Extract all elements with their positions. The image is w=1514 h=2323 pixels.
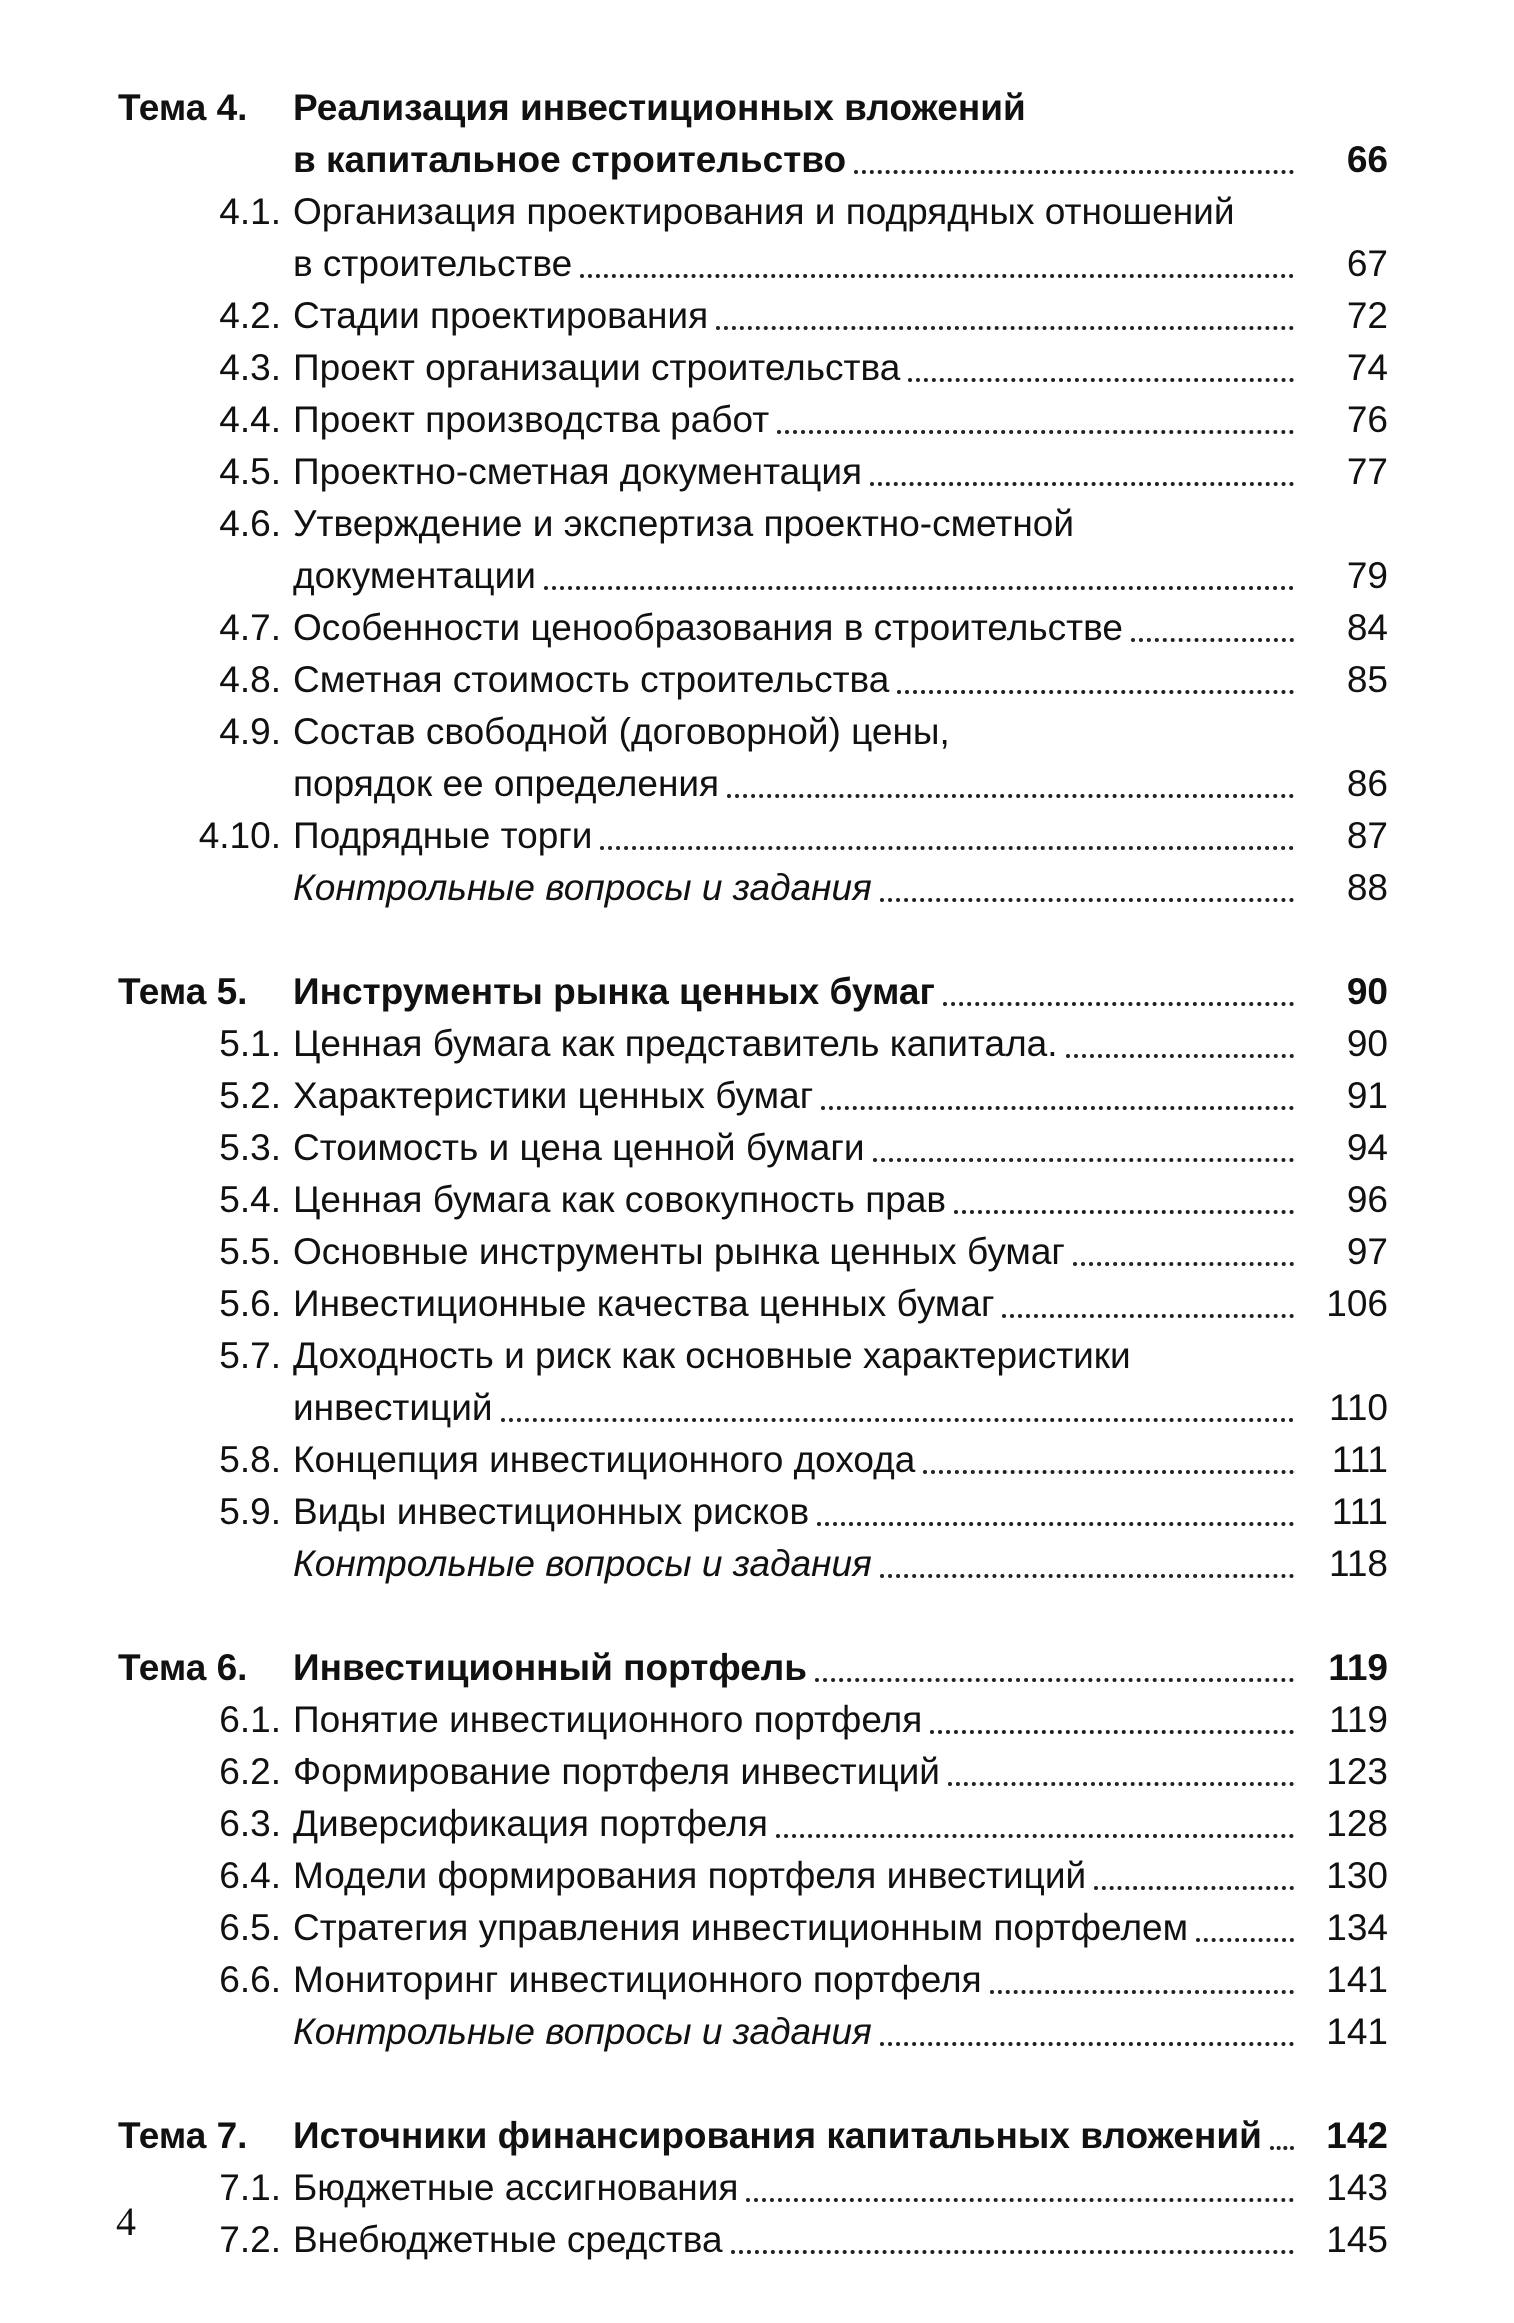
entry-number: 6.2. [219,1751,281,1792]
entry-line [293,706,1388,758]
page-ref: 141 [1326,1959,1388,2000]
page-ref: 111 [1331,1439,1388,1480]
page-ref: 128 [1326,1803,1388,1844]
dot-leader [990,1989,1294,1994]
dot-leader [1270,2145,1294,2150]
dot-leader [908,377,1294,382]
entry-number: 4.1. [219,191,281,232]
dot-leader [815,1677,1294,1682]
topic-heading [118,966,1388,1018]
entry-title [293,1538,1388,1590]
entry-text: Сметная стоимость строительства [293,659,890,700]
entry-title [293,1694,1388,1746]
entry-line [293,82,1388,134]
entry-line [293,2006,1388,2058]
entry-number: 5.5. [219,1231,281,1272]
entry-number: 4.9. [219,711,281,752]
toc-entry [118,1434,1388,1486]
entry-title [293,498,1388,602]
questions-entry [118,1538,1388,1590]
entry-text: порядок ее определения [293,763,720,804]
entry-text: в строительстве [293,243,573,284]
entry-text: Проект организации строительства [293,347,901,388]
toc-entry [118,2162,1388,2214]
page-ref: 79 [1346,555,1388,596]
entry-text: Основные инструменты рынка ценных бумаг [293,1231,1065,1272]
page-ref: 72 [1346,295,1388,336]
page-ref: 94 [1346,1127,1388,1168]
entry-text: Ценная бумага как представитель капитала. [293,1023,1058,1064]
page-ref: 134 [1326,1907,1388,1948]
entry-title [293,1226,1388,1278]
entry-line [293,1902,1388,1954]
entry-line [293,654,1388,706]
entry-line [293,1954,1388,2006]
dot-leader [948,1781,1294,1786]
toc-entry [118,1486,1388,1538]
entry-line [293,446,1388,498]
entry-number: 5.8. [219,1439,281,1480]
entry-text: Особенности ценообразования в строительстве [293,607,1123,648]
entry-title [293,1278,1388,1330]
toc-entry [118,810,1388,862]
page-ref: 76 [1346,399,1388,440]
toc-entry [118,342,1388,394]
entry-text: Понятие инвестиционного портфеля [293,1699,923,1740]
entry-line [293,498,1388,550]
entry-number: 5.7. [219,1335,281,1376]
entry-line [293,1746,1388,1798]
entry-line [293,1278,1388,1330]
dot-leader [600,845,1294,850]
dot-leader [954,1209,1294,1214]
toc-entry [118,1850,1388,1902]
entry-title [293,2006,1388,2058]
entry-title [293,446,1388,498]
dot-leader [880,897,1294,902]
entry-number: 6.3. [219,1803,281,1844]
entry-line [293,1122,1388,1174]
entry-text: Стратегия управления инвестиционным портфелем [293,1907,1189,1948]
entry-title [293,342,1388,394]
entry-title [293,290,1388,342]
entry-line [293,1694,1388,1746]
entry-line [293,394,1388,446]
toc-entry [118,394,1388,446]
dot-leader [731,2249,1294,2254]
page-ref: 106 [1326,1283,1388,1324]
dot-leader [777,429,1294,434]
page-ref: 96 [1346,1179,1388,1220]
entry-text: документации [293,555,536,596]
entry-title [293,1642,1388,1694]
toc-entry [118,706,1388,810]
dot-leader [943,1001,1294,1006]
page-ref: 142 [1326,2115,1388,2156]
entry-title [293,1954,1388,2006]
dot-leader [776,1833,1294,1838]
page-ref: 123 [1326,1751,1388,1792]
toc-entry [118,1070,1388,1122]
toc-entry [118,290,1388,342]
entry-title [293,82,1388,186]
page-ref: 91 [1346,1075,1388,1116]
dot-leader [923,1469,1294,1474]
entry-number: 4.5. [219,451,281,492]
entry-line [293,758,1388,810]
entry-text: Источники финансирования капитальных вложений [293,2115,1262,2156]
dot-leader [880,1573,1294,1578]
entry-title [293,1018,1388,1070]
entry-number: 5.9. [219,1491,281,1532]
topic-heading [118,2110,1388,2162]
entry-number: 4.7. [219,607,281,648]
toc-entry [118,602,1388,654]
entry-title [293,810,1388,862]
entry-line [293,2214,1388,2266]
topic-heading [118,82,1388,186]
entry-text: Подрядные торги [293,815,593,856]
toc-entry [118,446,1388,498]
entry-line [293,1226,1388,1278]
page-ref: 88 [1346,867,1388,908]
entry-number: 5.1. [219,1023,281,1064]
entry-text: Инвестиционный портфель [293,1647,808,1688]
dot-leader [1066,1053,1294,1058]
topic-heading [118,1642,1388,1694]
entry-number: Тема 6. [118,1647,248,1688]
page-ref: 77 [1346,451,1388,492]
page-ref: 141 [1326,2011,1388,2052]
entry-number: 5.2. [219,1075,281,1116]
entry-text: Состав свободной (договорной) цены, [293,711,950,752]
entry-line [293,342,1388,394]
entry-text: Проектно-сметная документация [293,451,863,492]
entry-line [293,238,1388,290]
toc-entry [118,654,1388,706]
page-ref: 74 [1346,347,1388,388]
entry-number: 6.4. [219,1855,281,1896]
entry-line [293,1174,1388,1226]
entry-number: 5.4. [219,1179,281,1220]
entry-title [293,1122,1388,1174]
toc-entry [118,1278,1388,1330]
toc-section [118,1642,1388,2058]
page-number: 4 [116,2199,136,2244]
entry-text: инвестиций [293,1387,493,1428]
entry-title [293,966,1388,1018]
page-ref: 143 [1326,2167,1388,2208]
entry-number: 4.8. [219,659,281,700]
entry-number: 5.6. [219,1283,281,1324]
entry-title [293,2214,1388,2266]
entry-number: 7.1. [219,2167,281,2208]
entry-number: 6.6. [219,1959,281,2000]
entry-line [293,602,1388,654]
entry-title [293,602,1388,654]
dot-leader [580,273,1294,278]
entry-text: Диверсификация портфеля [293,1803,768,1844]
toc-section [118,82,1388,914]
page-ref: 85 [1346,659,1388,700]
toc-section [118,2110,1388,2266]
page-ref: 90 [1346,971,1388,1012]
entry-text: Мониторинг инвестиционного портфеля [293,1959,982,2000]
entry-title [293,1798,1388,1850]
dot-leader [1131,637,1294,642]
page-ref: 130 [1326,1855,1388,1896]
entry-line [293,1330,1388,1382]
page-ref: 119 [1329,1699,1388,1740]
toc-section [118,966,1388,1590]
questions-label: Контрольные вопросы и задания [293,867,872,908]
entry-line [293,1538,1388,1590]
dot-leader [1073,1261,1294,1266]
page-ref: 86 [1346,763,1388,804]
entry-number: Тема 4. [118,87,248,128]
entry-title [293,2162,1388,2214]
dot-leader [897,689,1294,694]
questions-entry [118,862,1388,914]
dot-leader [727,793,1294,798]
entry-title [293,706,1388,810]
entry-text: Бюджетные ассигнования [293,2167,739,2208]
entry-line [293,1018,1388,1070]
toc-entry [118,1954,1388,2006]
questions-label: Контрольные вопросы и задания [293,1543,872,1584]
entry-line [293,810,1388,862]
page-ref: 118 [1329,1543,1388,1584]
entry-line [293,290,1388,342]
entry-title [293,1434,1388,1486]
entry-text: Виды инвестиционных рисков [293,1491,810,1532]
entry-text: Стадии проектирования [293,295,709,336]
page-ref: 119 [1328,1647,1388,1688]
entry-text: Инструменты рынка ценных бумаг [293,971,935,1012]
entry-line [293,550,1388,602]
toc-entry [118,1902,1388,1954]
dot-leader [501,1417,1294,1422]
entry-text: Утверждение и экспертиза проектно-сметной [293,503,1075,544]
entry-title [293,394,1388,446]
entry-line [293,2110,1388,2162]
dot-leader [746,2197,1294,2202]
entry-line [293,186,1388,238]
entry-number: 4.10. [198,815,281,856]
toc-entry [118,1798,1388,1850]
dot-leader [880,2041,1294,2046]
entry-text: Формирование портфеля инвестиций [293,1751,940,1792]
dot-leader [817,1521,1294,1526]
entry-line [293,1798,1388,1850]
dot-leader [1002,1313,1294,1318]
dot-leader [821,1105,1294,1110]
entry-number: 7.2. [219,2219,281,2260]
toc-entry [118,498,1388,602]
page-ref: 87 [1346,815,1388,856]
entry-number: 6.5. [219,1907,281,1948]
dot-leader [544,585,1294,590]
entry-number: 4.3. [219,347,281,388]
page-ref: 110 [1329,1387,1388,1428]
toc-entry [118,1018,1388,1070]
dot-leader [930,1729,1294,1734]
entry-title [293,862,1388,914]
entry-title [293,1174,1388,1226]
dot-leader [873,1157,1295,1162]
entry-line [293,1486,1388,1538]
dot-leader [870,481,1294,486]
entry-text: Характеристики ценных бумаг [293,1075,814,1116]
entry-text: Доходность и риск как основные характеристики [293,1335,1131,1376]
entry-line [293,966,1388,1018]
toc-entry [118,1746,1388,1798]
entry-title [293,186,1388,290]
entry-line [293,862,1388,914]
entry-line [293,2162,1388,2214]
entry-number: 4.2. [219,295,281,336]
page-ref: 90 [1346,1023,1388,1064]
entry-number: 4.4. [219,399,281,440]
dot-leader [716,325,1294,330]
entry-title [293,1902,1388,1954]
toc-entry [118,2214,1388,2266]
entry-title [293,1850,1388,1902]
table-of-contents [118,82,1388,2318]
entry-text: в капитальное строительство [293,139,847,180]
page-ref: 66 [1346,139,1388,180]
entry-title [293,1486,1388,1538]
toc-entry [118,1122,1388,1174]
page-ref: 111 [1331,1491,1388,1532]
entry-number: Тема 7. [118,2115,248,2156]
toc-entry [118,1330,1388,1434]
entry-line [293,1642,1388,1694]
page-ref: 145 [1326,2219,1388,2260]
entry-line [293,134,1388,186]
toc-entry [118,186,1388,290]
entry-text: Ценная бумага как совокупность прав [293,1179,947,1220]
page-ref: 84 [1346,607,1388,648]
entry-number: 6.1. [219,1699,281,1740]
entry-line [293,1382,1388,1434]
dot-leader [1094,1885,1294,1890]
toc-entry [118,1694,1388,1746]
questions-label: Контрольные вопросы и задания [293,2011,872,2052]
entry-text: Внебюджетные средства [293,2219,723,2260]
entry-title [293,2110,1388,2162]
entry-title [293,1070,1388,1122]
entry-title [293,654,1388,706]
entry-text: Концепция инвестиционного дохода [293,1439,916,1480]
entry-line [293,1434,1388,1486]
entry-text: Стоимость и цена ценной бумаги [293,1127,865,1168]
entry-text: Проект производства работ [293,399,770,440]
entry-text: Модели формирования портфеля инвестиций [293,1855,1087,1896]
dot-leader [1196,1937,1294,1942]
questions-entry [118,2006,1388,2058]
entry-line [293,1070,1388,1122]
entry-title [293,1746,1388,1798]
entry-number: 4.6. [219,503,281,544]
entry-title [293,1330,1388,1434]
entry-line [293,1850,1388,1902]
page-ref: 67 [1346,243,1388,284]
entry-text: Реализация инвестиционных вложений [293,87,1026,128]
entry-text: Инвестиционные качества ценных бумаг [293,1283,995,1324]
toc-entry [118,1226,1388,1278]
dot-leader [854,169,1294,174]
entry-number: Тема 5. [118,971,248,1012]
toc-entry [118,1174,1388,1226]
entry-text: Организация проектирования и подрядных отношений [293,191,1235,232]
entry-number: 5.3. [219,1127,281,1168]
page-ref: 97 [1346,1231,1388,1272]
